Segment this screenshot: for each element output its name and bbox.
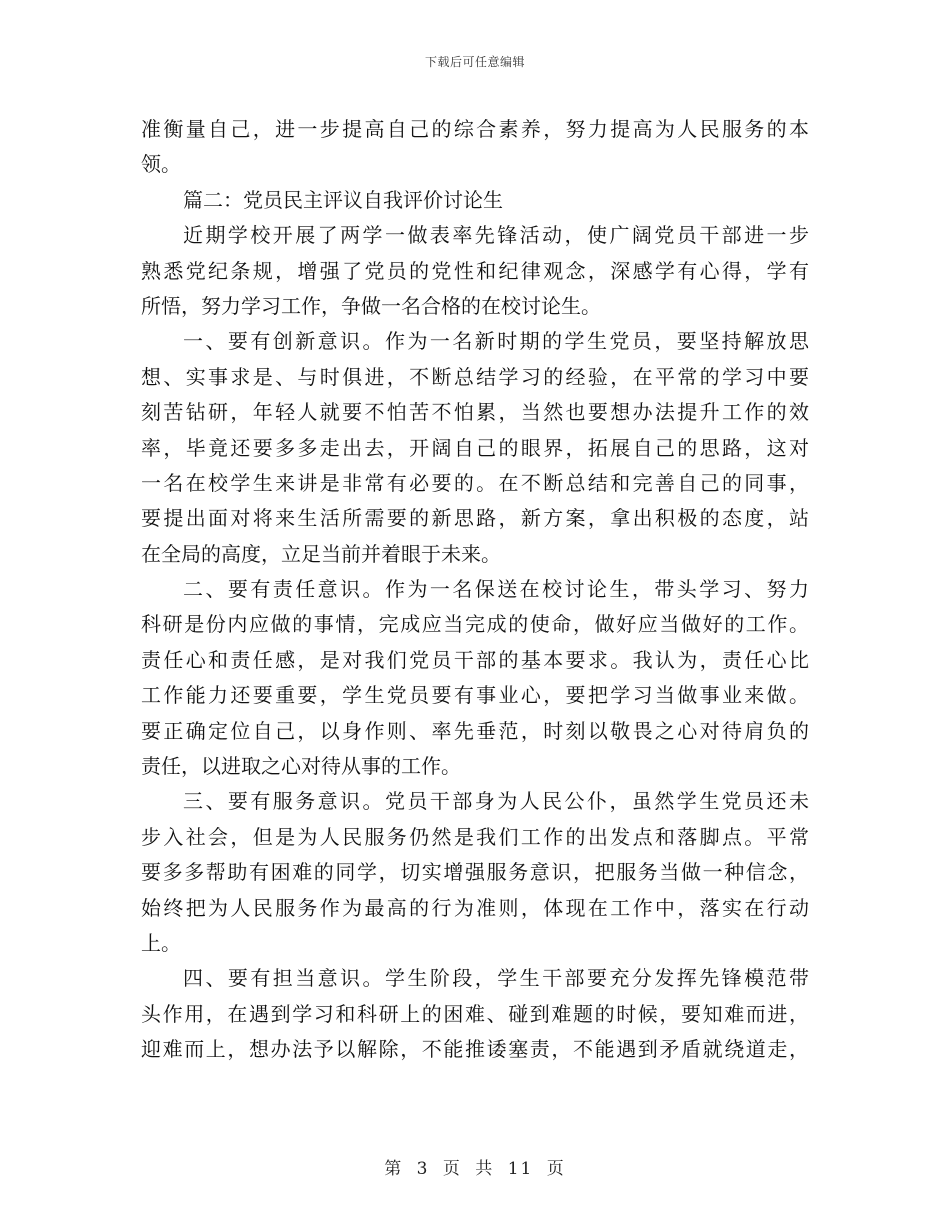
text-line: 在全局的高度，立足当前并着眼于未来。 [141, 541, 501, 566]
text-line: 科研是份内应做的事情，完成应当完成的使命，做好应当做好的工作。 [141, 612, 809, 637]
text-line: 想、实事求是、与时俱进，不断总结学习的经验，在平常的学习中要 [141, 364, 809, 389]
page-header: 下载后可任意编辑 [424, 55, 525, 69]
text-line: 始终把为人民服务作为最高的行为准则，体现在工作中，落实在行动 [141, 895, 809, 920]
text-line: 步入社会，但是为人民服务仍然是我们工作的出发点和落脚点。平常 [141, 824, 809, 849]
text-line: 率，毕竟还要多多走出去，开阔自己的眼界，拓展自己的思路，这对 [141, 435, 809, 460]
text-line: 熟悉党纪条规，增强了党员的党性和纪律观念，深感学有心得，学有 [141, 258, 809, 283]
text-line: 准衡量自己，进一步提高自己的综合素养，努力提高为人民服务的本 [141, 117, 809, 141]
section-title: 篇二：党员民主评议自我评价讨论生 [183, 187, 503, 212]
text-line: 二、要有责任意识。作为一名保送在校讨论生，带头学习、努力 [183, 577, 809, 602]
text-line: 迎难而上，想办法予以解除，不能推诿塞责，不能遇到矛盾就绕道走， [141, 1037, 809, 1062]
text-line: 刻苦钻研，年轻人就要不怕苦不怕累，当然也要想办法提升工作的效 [141, 400, 809, 425]
text-line: 责任，以进取之心对待从事的工作。 [141, 754, 461, 779]
text-line: 一名在校学生来讲是非常有必要的。在不断总结和完善自己的同事， [141, 470, 809, 495]
text-line: 头作用，在遇到学习和科研上的困难、碰到难题的时候，要知难而进， [141, 1001, 809, 1026]
document-body [141, 112, 809, 1068]
text-line: 领。 [141, 152, 181, 177]
text-line: 上。 [141, 930, 181, 955]
text-line: 要多多帮助有困难的同学，切实增强服务意识，把服务当做一种信念， [141, 860, 809, 885]
text-line: 要正确定位自己，以身作则、率先垂范，时刻以敬畏之心对待肩负的 [141, 718, 809, 743]
text-line: 四、要有担当意识。学生阶段，学生干部要充分发挥先锋模范带 [183, 966, 809, 991]
text-line: 所悟，努力学习工作，争做一名合格的在校讨论生。 [141, 293, 601, 318]
text-line: 工作能力还要重要，学生党员要有事业心，要把学习当做事业来做。 [141, 683, 809, 708]
page-number-footer: 第 3 页 共 11 页 [384, 1159, 566, 1179]
text-line: 一、要有创新意识。作为一名新时期的学生党员，要坚持解放思 [183, 329, 809, 354]
text-line: 责任心和责任感，是对我们党员干部的基本要求。我认为，责任心比 [141, 647, 809, 672]
text-line: 三、要有服务意识。党员干部身为人民公仆，虽然学生党员还未 [183, 789, 809, 814]
text-line: 近期学校开展了两学一做表率先锋活动，使广阔党员干部进一步 [183, 223, 809, 248]
text-line: 要提出面对将来生活所需要的新思路，新方案，拿出积极的态度，站 [141, 506, 809, 531]
